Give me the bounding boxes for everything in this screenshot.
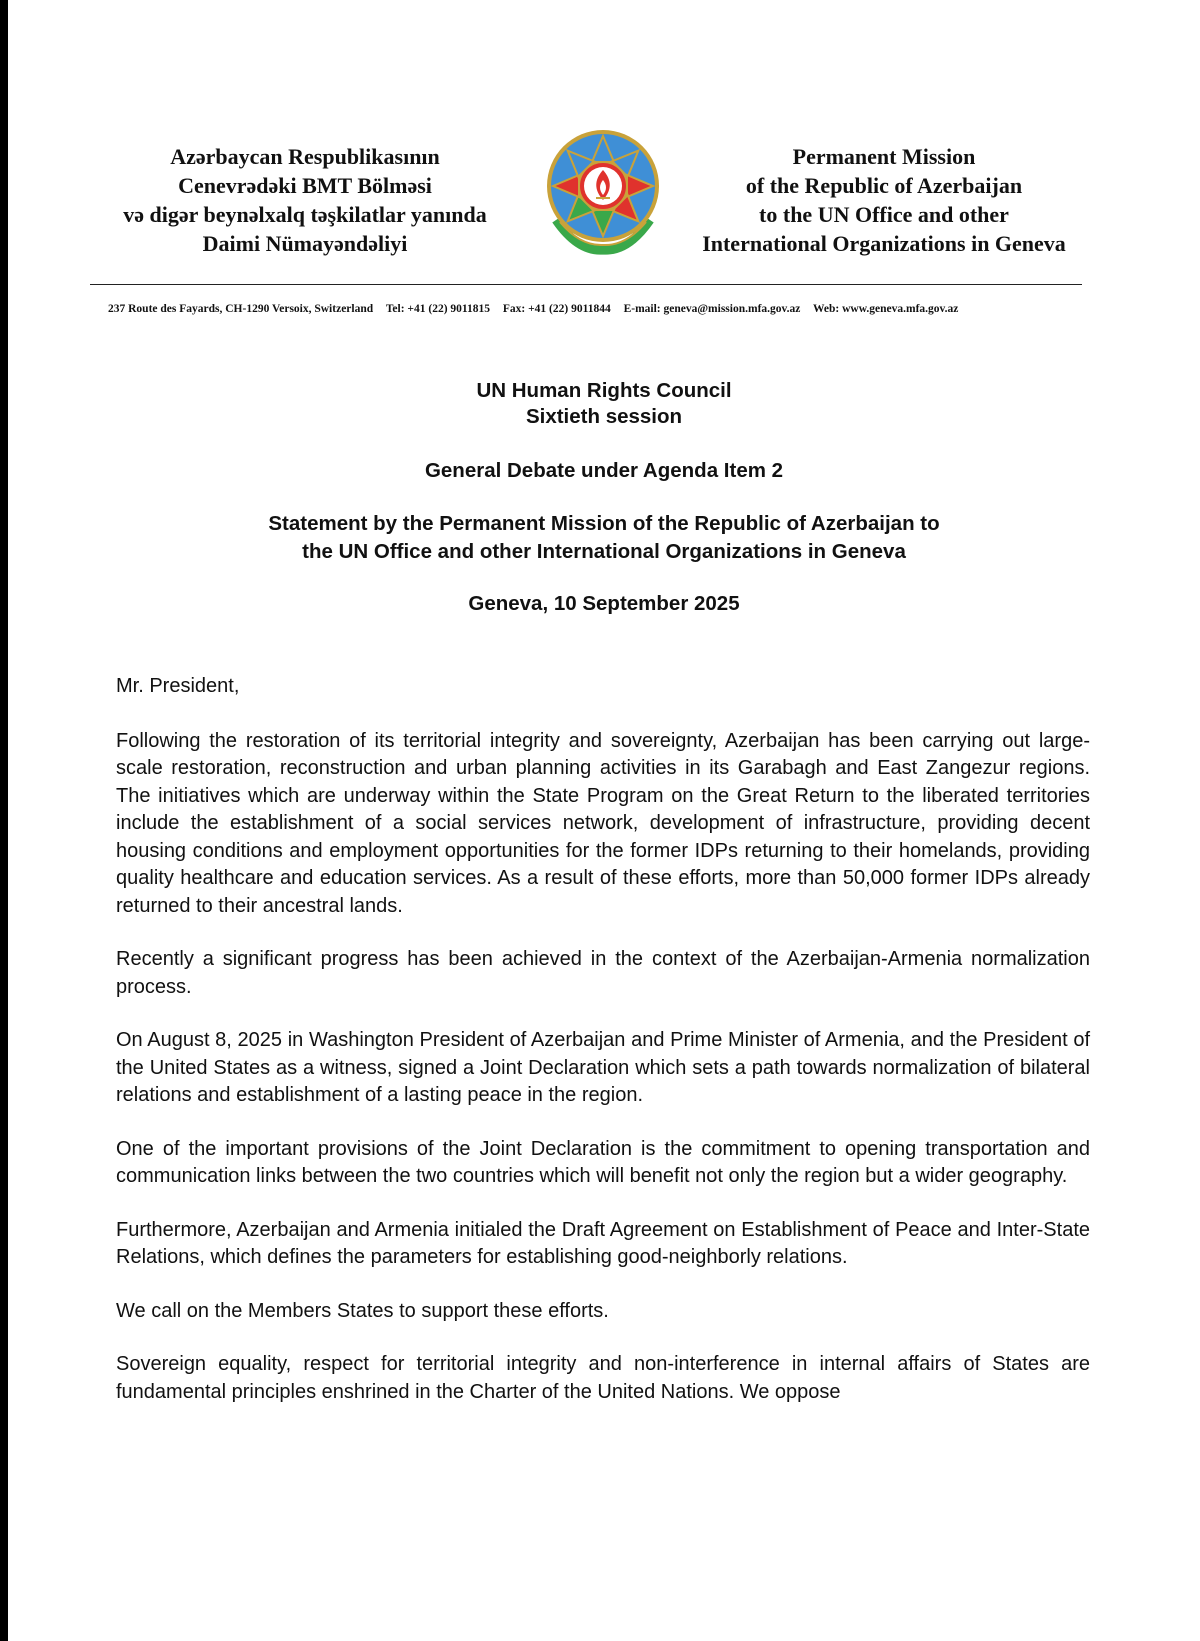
body-paragraph: On August 8, 2025 in Washington President of Azerbaijan and Prime Minister of Armenia, and the President of the United States as a witness, signed a Joint Declaration which sets a path towards normalization of bilateral relations and establishment of a lasting peace in the region.: [116, 1029, 1090, 1106]
body-paragraph: Following the restoration of its territorial integrity and sovereignty, Azerbaijan has been carrying out large-scale restoration, reconstruction and urban planning activities in its Garabagh and East Zangezur regions. The initiatives which are underway within the State Program on the Great Return to the liberated territories include the establishment of a social services network, development of infrastructure, providing decent housing conditions and employment opportunities for the former IDPs returning to their homelands, providing quality healthcare and education services. As a result of these efforts, more than 50,000 former IDPs already returned to their ancestral lands.: [116, 729, 1090, 917]
statement-line: Statement by the Permanent Mission of the Republic of Azerbaijan to: [268, 512, 940, 535]
contact-address: 237 Route des Fayards, CH-1290 Versoix, Switzerland: [108, 303, 374, 315]
letterhead-line: International Organizations in Geneva: [702, 231, 1066, 256]
body-paragraph: Sovereign equality, respect for territorial integrity and non-interference in internal affairs of States are fundamental principles enshrined in the Charter of the United Nations. We oppose: [116, 1353, 1090, 1403]
salutation: Mr. President,: [116, 675, 240, 697]
letterhead-line: to the UN Office and other: [759, 202, 1009, 227]
body-paragraph: We call on the Members States to support these efforts.: [116, 1299, 609, 1322]
contact-email: E-mail: geneva@mission.mfa.gov.az: [623, 303, 801, 315]
debate-heading: General Debate under Agenda Item 2: [424, 459, 784, 482]
statement-line: the UN Office and other International Organizations in Geneva: [302, 540, 906, 563]
body-paragraph: One of the important provisions of the Joint Declaration is the commitment to opening transportation and communication links between the two countries which will benefit not only the region but a wider geography.: [116, 1137, 1090, 1187]
document-page: [8, 0, 1200, 1641]
letterhead-line: Azərbaycan Respublikasının: [170, 144, 440, 169]
contact-tel: Tel: +41 (22) 9011815: [385, 303, 491, 315]
contact-fax: Fax: +41 (22) 9011844: [502, 303, 611, 315]
azerbaijan-coat-of-arms-icon: [538, 124, 668, 258]
letterhead-line: Permanent Mission: [792, 144, 976, 169]
statement-body: [116, 673, 1090, 1432]
letterhead-english: [664, 142, 1104, 258]
council-heading: [8, 378, 1200, 430]
body-paragraph: Recently a significant progress has been achieved in the context of the Azerbaijan-Armenia normalization process.: [116, 948, 1090, 998]
session-title: Sixtieth session: [525, 405, 683, 428]
contact-web: Web: www.geneva.mfa.gov.az: [813, 303, 959, 315]
letterhead-line: of the Republic of Azerbaijan: [745, 173, 1023, 198]
letterhead-line: Cenevrədəki BMT Bölməsi: [178, 173, 432, 198]
body-paragraph: Furthermore, Azerbaijan and Armenia initialed the Draft Agreement on Establishment of Peace and Inter-State Relations, which defines the parameters for establishing good-neighborly relations.: [116, 1218, 1090, 1268]
letterhead-azerbaijani: [80, 142, 530, 258]
place-date: Geneva, 10 September 2025: [468, 592, 740, 615]
statement-heading: [8, 510, 1200, 566]
page-edge: [0, 0, 8, 1641]
letterhead-line: Daimi Nümayəndəliyi: [202, 231, 408, 256]
letterhead-line: və digər beynəlxalq təşkilatlar yanında: [123, 202, 487, 227]
council-title: UN Human Rights Council: [476, 379, 732, 402]
contact-info: [108, 303, 1108, 315]
letterhead-divider: [90, 284, 1082, 285]
